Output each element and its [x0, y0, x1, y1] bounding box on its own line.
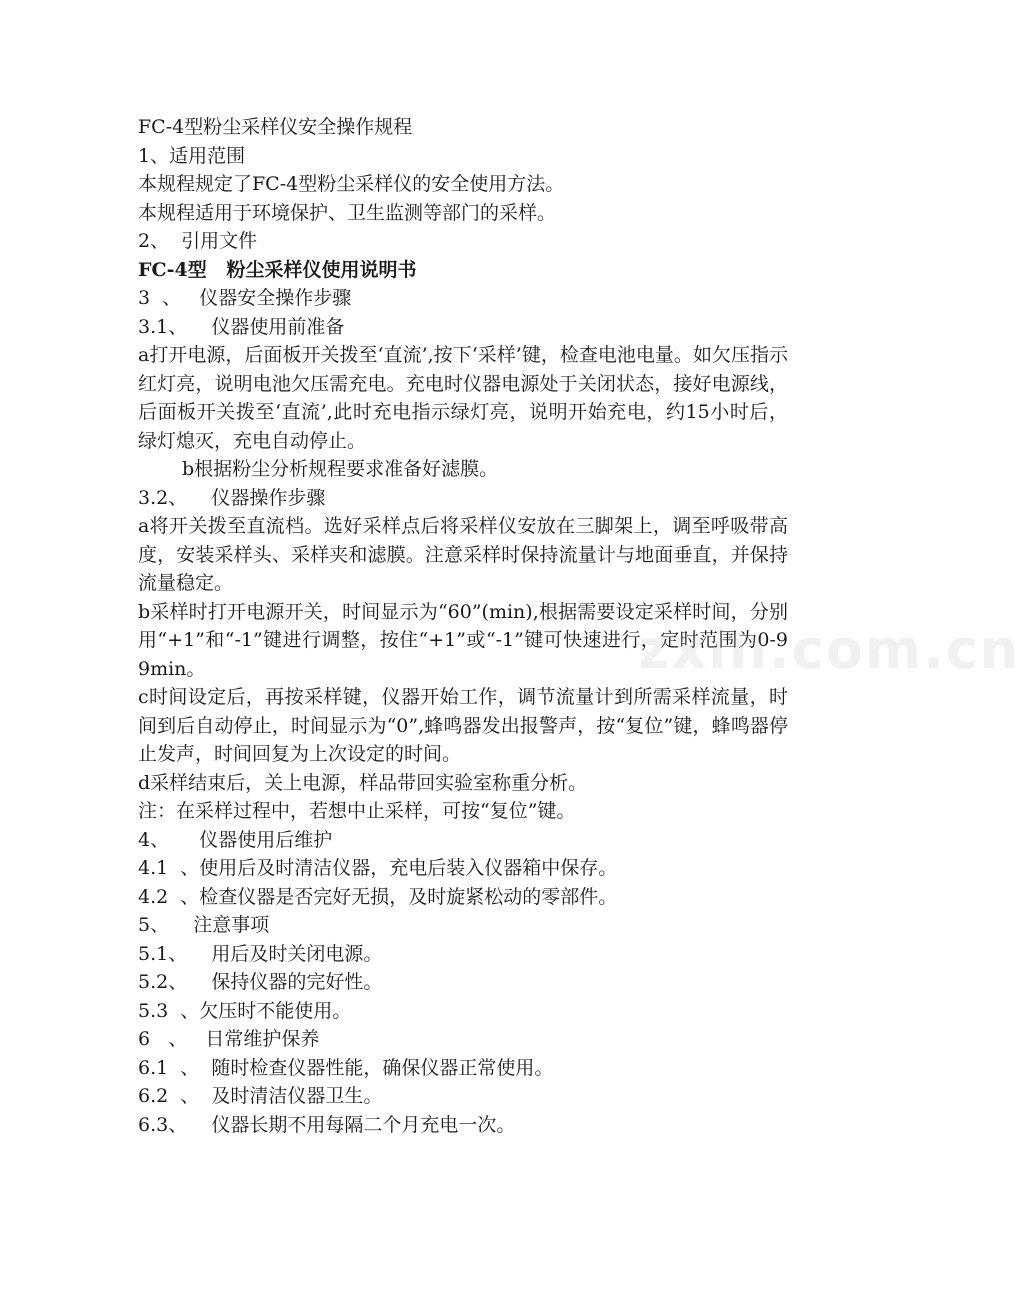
section-2-reference: FC-4型 粉尘采样仪使用说明书 [138, 258, 417, 281]
section-6-3: 6.3、 仪器长期不用每隔二个月充电一次。 [138, 1113, 516, 1136]
section-3-1-item-a: a打开电源，后面板开关拨至‘直流’,按下‘采样’键，检查电池电量。如欠压指示红灯亮，说明电池欠压需充电。充电时仪器电源处于关闭状态，接好电源线，后面板开关拨至‘直流’,此时充电指示绿灯亮，说明开始充电，约15小时后，绿灯熄灭，充电自动停止。 [138, 344, 788, 452]
section-3-2-item-c: c时间设定后，再按采样键，仪器开始工作，调节流量计到所需采样流量，时间到后自动停止，时间显示为“0”,蜂鸣器发出报警声，按“复位”键，蜂鸣器停止发声，时间回复为上次设定的时间。 [138, 686, 788, 765]
section-2-heading: 2、 引用文件 [138, 230, 258, 252]
section-5-2: 5.2、 保持仪器的完好性。 [138, 971, 383, 993]
section-3-heading: 3 、 仪器安全操作步骤 [138, 287, 352, 309]
section-1-paragraph-2: 本规程适用于环境保护、卫生监测等部门的采样。 [138, 201, 557, 224]
section-6-heading: 6 、 日常维护保养 [138, 1028, 320, 1050]
document-body [138, 113, 788, 1139]
section-1-heading: 1、适用范围 [138, 144, 246, 167]
section-4-2: 4.2 、检查仪器是否完好无损，及时旋紧松动的零部件。 [138, 885, 618, 908]
document-title: FC-4型粉尘采样仪安全操作规程 [138, 116, 413, 138]
section-3-1-item-b: b根据粉尘分析规程要求准备好滤膜。 [182, 458, 499, 480]
section-5-3: 5.3 、欠压时不能使用。 [138, 999, 352, 1022]
section-1-paragraph-1: 本规程规定了FC-4型粉尘采样仪的安全使用方法。 [138, 173, 565, 195]
section-3-2-item-a: a将开关拨至直流档。选好采样点后将采样仪安放在三脚架上，调至呼吸带高度，安装采样头、采样夹和滤膜。注意采样时保持流量计与地面垂直，并保持流量稳定。 [138, 515, 788, 594]
section-6-1: 6.1 、 随时检查仪器性能，确保仪器正常使用。 [138, 1056, 554, 1079]
section-3-2-item-d: d采样结束后，关上电源，样品带回实验室称重分析。 [138, 771, 588, 794]
section-4-1: 4.1 、使用后及时清洁仪器，充电后装入仪器箱中保存。 [138, 857, 618, 879]
section-3-note: 注：在采样过程中，若想中止采样，可按“复位”键。 [138, 800, 576, 822]
section-3-2-item-b: b采样时打开电源开关，时间显示为“60”(min),根据需要设定采样时间，分别用“+1”和“-1”键进行调整，按住“+1”或“-1”键可快速进行，定时范围为0-99min。 [138, 600, 788, 680]
section-4-heading: 4、 仪器使用后维护 [138, 828, 333, 851]
section-3-2-heading: 3.2、 仪器操作步骤 [138, 486, 326, 509]
section-3-1-heading: 3.1、 仪器使用前准备 [138, 315, 345, 338]
section-5-heading: 5、 注意事项 [138, 914, 270, 936]
section-5-1: 5.1、 用后及时关闭电源。 [138, 942, 383, 965]
watermark-text: zxin.com.cn [638, 618, 1020, 681]
section-6-2: 6.2 、 及时清洁仪器卫生。 [138, 1085, 383, 1107]
